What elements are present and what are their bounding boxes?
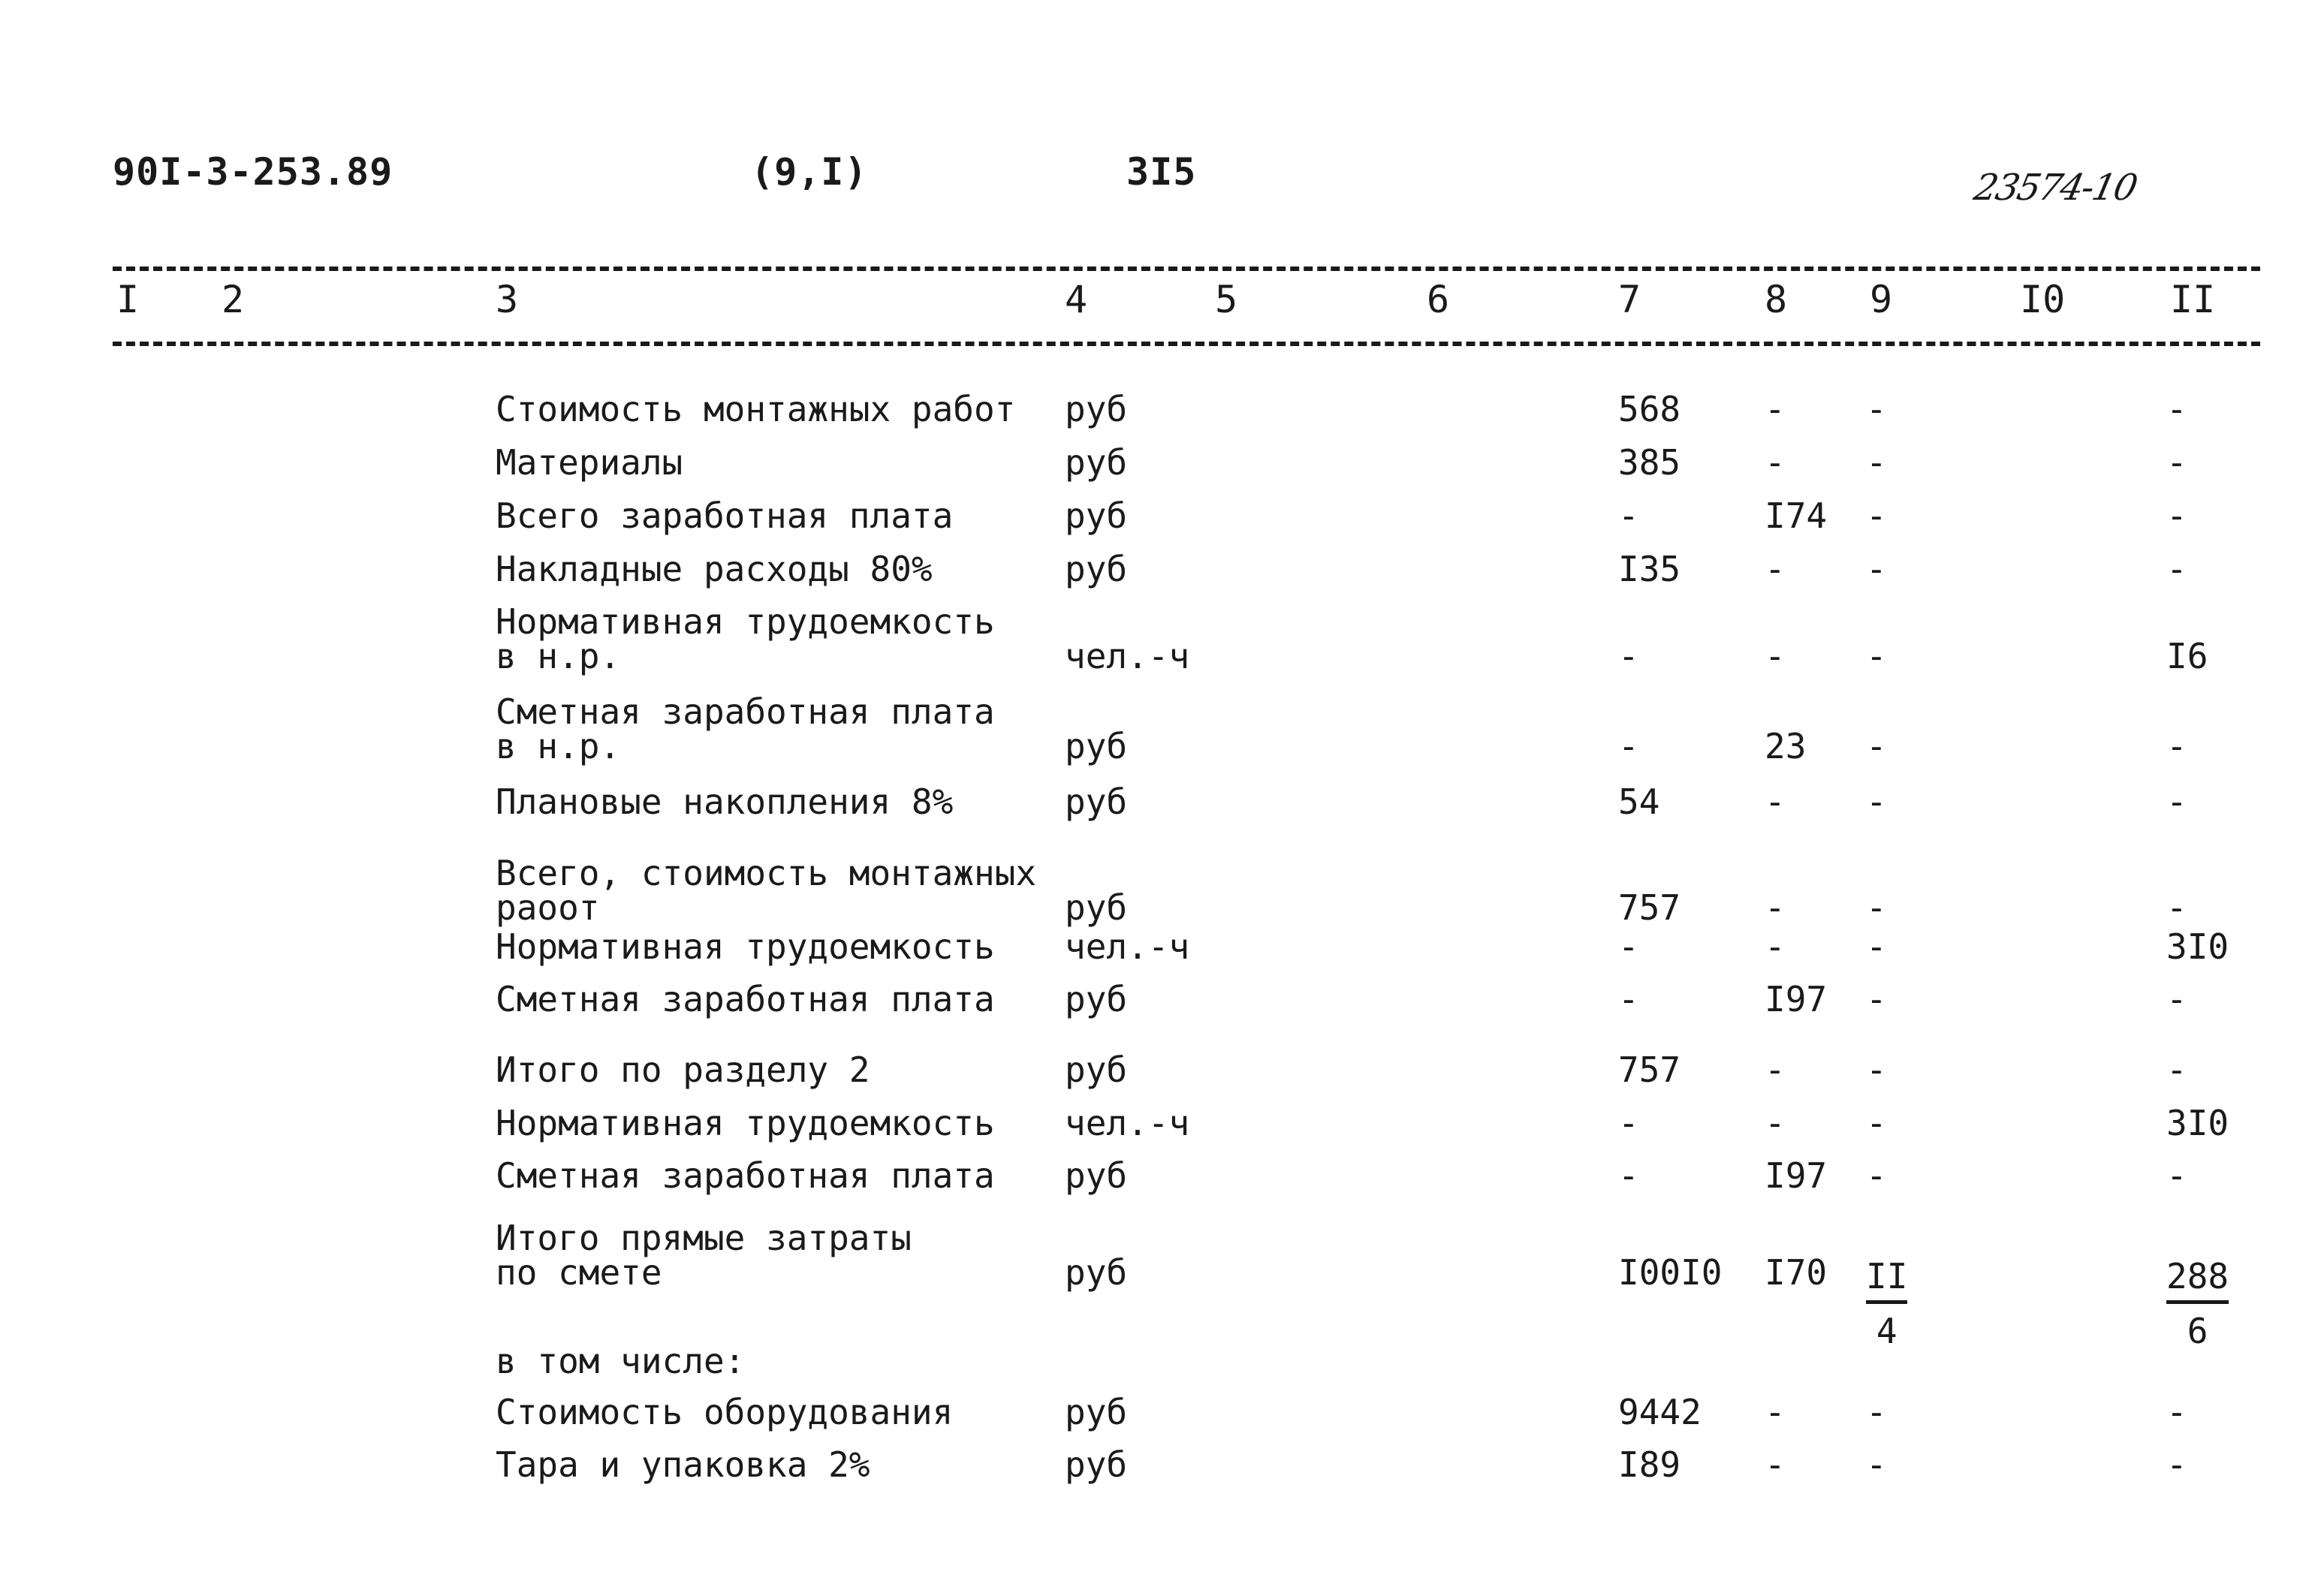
unit-cell: руб (1065, 1444, 1128, 1485)
row-label (496, 853, 1037, 928)
col8-wages-cell: - (1765, 1049, 1786, 1090)
row-label-line: Стоимость монтажных работ (496, 389, 1016, 429)
col7-cost-cell: 385 (1618, 442, 1681, 483)
row-label-line: раоот (496, 887, 600, 928)
unit-cell: руб (1065, 389, 1128, 429)
row-label-line: по смете (496, 1252, 662, 1293)
row-label-line: Нормативная трудоемкость (496, 601, 995, 642)
col7-cost-cell: I00I0 (1618, 1252, 1723, 1293)
col11-labor-cell: - (2166, 495, 2187, 536)
header-rule-top (113, 267, 2260, 271)
col11-labor-cell: - (2166, 442, 2187, 483)
unit-cell: руб (1065, 726, 1128, 766)
row-label (496, 926, 995, 967)
row-label-line: в том числе: (496, 1341, 746, 1381)
row-label (496, 781, 954, 822)
col7-cost-cell: - (1618, 1103, 1639, 1143)
col8-wages-cell: - (1765, 926, 1786, 967)
col9-machine-cell: - (1866, 1392, 1887, 1432)
col7-cost-cell: - (1618, 979, 1639, 1019)
column-number: 9 (1870, 278, 1893, 321)
col11-labor-cell: - (2166, 1444, 2187, 1485)
col11-labor-cell: - (2166, 389, 2187, 429)
col8-wages-cell: I97 (1765, 1155, 1828, 1196)
col9-machine-cell: - (1866, 926, 1887, 967)
col8-wages-cell: - (1765, 389, 1786, 429)
column-number: II (2170, 278, 2216, 321)
col9-machine-cell (1866, 1255, 1907, 1352)
row-label-line: Материалы (496, 442, 683, 483)
row-label-line: Накладные расходы 80% (496, 549, 933, 589)
col9-machine-cell: - (1866, 726, 1887, 766)
col7-cost-cell: - (1618, 1155, 1639, 1196)
column-number: I0 (2020, 278, 2066, 321)
col9-machine-cell: - (1866, 636, 1887, 676)
col8-wages-cell: 23 (1765, 726, 1807, 766)
row-label-line: Сметная заработная плата (496, 979, 995, 1019)
column-number: 3 (496, 278, 519, 321)
col7-cost-cell: - (1618, 726, 1639, 766)
row-label-line: в н.р. (496, 636, 621, 676)
col7-cost-cell: 9442 (1618, 1392, 1702, 1432)
col9-machine-cell: - (1866, 1103, 1887, 1143)
row-label (496, 1103, 995, 1143)
col8-wages-cell: I70 (1765, 1252, 1828, 1293)
col9-machine-cell: - (1866, 442, 1887, 483)
unit-cell: руб (1065, 781, 1128, 822)
col8-wages-cell: I74 (1765, 495, 1828, 536)
row-label (496, 1049, 870, 1090)
unit-cell: чел.-ч (1065, 1103, 1190, 1143)
inventory-number: 23574-10 (1970, 167, 2140, 209)
row-label-line: Плановые накопления 8% (496, 781, 954, 822)
page-number: 3I5 (1126, 150, 1197, 194)
column-number: 4 (1065, 278, 1088, 321)
col8-wages-cell: I97 (1765, 979, 1828, 1019)
col9-machine-cell: - (1866, 1155, 1887, 1196)
unit-cell: руб (1065, 1155, 1128, 1196)
row-label (496, 691, 995, 766)
col9-machine-cell: - (1866, 1444, 1887, 1485)
row-label-line: Тара и упаковка 2% (496, 1444, 870, 1485)
fraction-numerator: II (1866, 1255, 1907, 1304)
row-label-line: Итого прямые затраты (496, 1218, 912, 1258)
col11-labor-cell: - (2166, 979, 2187, 1019)
row-label (496, 495, 954, 536)
row-label-line: Всего, стоимость монтажных (496, 853, 1037, 893)
unit-cell: руб (1065, 887, 1128, 928)
fraction-numerator: 288 (2166, 1255, 2229, 1304)
col11-labor-cell: - (2166, 1392, 2187, 1432)
col11-labor-cell: - (2166, 1049, 2187, 1090)
fraction-value (2166, 1255, 2229, 1352)
col11-labor-cell: - (2166, 726, 2187, 766)
col7-cost-cell: 568 (1618, 389, 1681, 429)
col8-wages-cell: - (1765, 781, 1786, 822)
col9-machine-cell: - (1866, 781, 1887, 822)
col8-wages-cell: - (1765, 442, 1786, 483)
col11-labor-cell: - (2166, 1155, 2187, 1196)
row-label (496, 549, 933, 589)
unit-cell: руб (1065, 979, 1128, 1019)
header-rule-bottom (113, 342, 2260, 346)
col7-cost-cell: 54 (1618, 781, 1660, 822)
row-label (496, 389, 1016, 429)
row-label-line: Сметная заработная плата (496, 691, 995, 732)
unit-cell: руб (1065, 442, 1128, 483)
col8-wages-cell: - (1765, 887, 1786, 928)
row-label-line: Сметная заработная плата (496, 1155, 995, 1196)
col8-wages-cell: - (1765, 1103, 1786, 1143)
col8-wages-cell: - (1765, 636, 1786, 676)
fraction-value (1866, 1255, 1907, 1352)
col9-machine-cell: - (1866, 549, 1887, 589)
row-label-line: в н.р. (496, 726, 621, 766)
col11-labor-cell: - (2166, 781, 2187, 822)
unit-cell: руб (1065, 1392, 1128, 1432)
column-number: 8 (1765, 278, 1788, 321)
row-label-line: Стоимость оборудования (496, 1392, 954, 1432)
col11-labor-cell: 3I0 (2166, 1103, 2229, 1143)
document-code: 90I-3-253.89 (113, 150, 393, 194)
unit-cell: руб (1065, 1049, 1128, 1090)
col9-machine-cell: - (1866, 1049, 1887, 1090)
row-label (496, 1218, 912, 1293)
col11-labor-cell: 3I0 (2166, 926, 2229, 967)
col7-cost-cell: I89 (1618, 1444, 1681, 1485)
col8-wages-cell: - (1765, 1444, 1786, 1485)
unit-cell: чел.-ч (1065, 926, 1190, 967)
row-label (496, 601, 995, 676)
column-number: 2 (222, 278, 245, 321)
col11-labor-cell (2166, 1255, 2229, 1352)
row-label (496, 979, 995, 1019)
row-label (496, 1341, 746, 1381)
row-label (496, 442, 683, 483)
col11-labor-cell: - (2166, 887, 2187, 928)
col9-machine-cell: - (1866, 495, 1887, 536)
col9-machine-cell: - (1866, 389, 1887, 429)
column-number: 6 (1427, 278, 1450, 321)
col7-cost-cell: I35 (1618, 549, 1681, 589)
col8-wages-cell: - (1765, 1392, 1786, 1432)
col7-cost-cell: 757 (1618, 1049, 1681, 1090)
unit-cell: руб (1065, 495, 1128, 536)
unit-cell: руб (1065, 1252, 1128, 1293)
unit-cell: руб (1065, 549, 1128, 589)
col7-cost-cell: 757 (1618, 887, 1681, 928)
sheet-reference: (9,I) (751, 150, 868, 194)
row-label-line: Нормативная трудоемкость (496, 926, 995, 967)
column-number: 7 (1618, 278, 1641, 321)
col11-labor-cell: I6 (2166, 636, 2208, 676)
col7-cost-cell: - (1618, 495, 1639, 536)
unit-cell: чел.-ч (1065, 636, 1190, 676)
column-number: 5 (1215, 278, 1238, 321)
fraction-denominator: 4 (1876, 1311, 1898, 1351)
col8-wages-cell: - (1765, 549, 1786, 589)
row-label-line: Нормативная трудоемкость (496, 1103, 995, 1143)
fraction-denominator: 6 (2187, 1311, 2208, 1351)
col7-cost-cell: - (1618, 636, 1639, 676)
col11-labor-cell: - (2166, 549, 2187, 589)
col9-machine-cell: - (1866, 979, 1887, 1019)
column-number: I (116, 278, 140, 321)
row-label-line: Всего заработная плата (496, 495, 954, 536)
row-label-line: Итого по разделу 2 (496, 1049, 870, 1090)
row-label (496, 1392, 954, 1432)
col7-cost-cell: - (1618, 926, 1639, 967)
col9-machine-cell: - (1866, 887, 1887, 928)
row-label (496, 1444, 870, 1485)
row-label (496, 1155, 995, 1196)
